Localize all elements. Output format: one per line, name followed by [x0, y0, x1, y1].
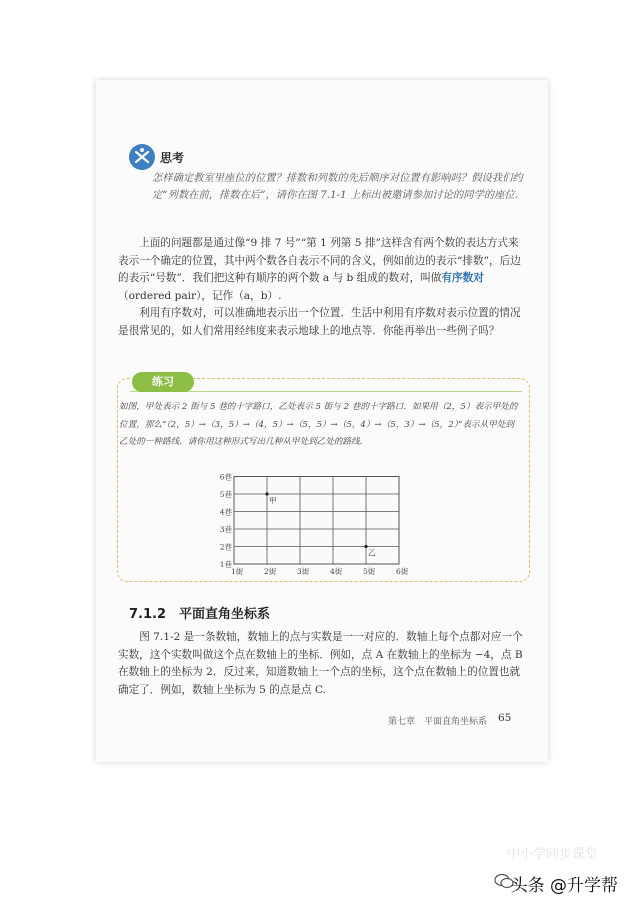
practice-tag: 练习 [132, 372, 194, 392]
street-label: 5街 [363, 567, 376, 576]
street-label: 2街 [264, 567, 277, 576]
practice-question: 如图，甲处表示 2 街与 5 巷的十字路口，乙处表示 5 街与 2 巷的十字路口．如果用（2，5）表示甲处的位置，那么“（2，5）→（3，5）→（4，5）→（5，5）→（5，4）→（5，3）→（5，2）”表示从甲处到乙处的一种路线．请你用这种形式写出几种从甲处到乙处的路线． [119, 402, 518, 447]
page-number: 65 [498, 712, 512, 724]
ordered-pair-term: 有序数对 [441, 272, 484, 285]
paragraph-text-end: （ordered pair），记作（a，b）. [118, 289, 282, 302]
street-label: 4街 [330, 567, 343, 576]
usage-paragraph: 利用有序数对，可以准确地表示出一个位置．生活中利用有序数对表示位置的情况是很常见的，如人们常用经纬度来表示地球上的地点等．你能再举出一些例子吗？ [118, 307, 521, 337]
number-line-paragraph: 图 7.1-2 是一条数轴，数轴上的点与实数是一一对应的．数轴上每个点都对应一个实数，这个实数叫做这个点在数轴上的坐标．例如，点 A 在数轴上的坐标为 −4，点 B 在数轴上的坐标为 2．反过来，知道数轴上一个点的坐标，这个点在数轴上的位置也就确定了．例如，数轴上坐标为 5 的点是点 C. [118, 631, 523, 696]
street-grid-diagram [208, 472, 408, 578]
lane-label: 4巷 [219, 507, 232, 517]
lane-label: 1巷 [219, 560, 232, 569]
chapter-footer: 第七章 平面直角坐标系 [388, 717, 488, 727]
lane-label: 3巷 [219, 525, 232, 534]
lane-label: 2巷 [219, 542, 232, 552]
point-jia-label: 甲 [269, 496, 277, 505]
point-yi-label: 乙 [368, 548, 376, 558]
watermark-text: 头条 @升学帮 [510, 876, 618, 896]
paragraph-text: 上面的问题都是通过像“9 排 7 号”“第 1 列第 5 排”这样含有两个数的表达方式来表示一个确定的位置，其中两个数各自表示不同的含义，例如前边的表示“排数”，后边的表示“号数”．我们把这种有顺序的两个数 a 与 b 组成的数对，叫做 [118, 237, 521, 285]
think-label: 思考 [160, 151, 185, 165]
street-label: 6街 [396, 567, 408, 576]
street-label: 1街 [231, 567, 244, 576]
lane-label: 5巷 [219, 490, 232, 499]
ordered-pair-paragraph [118, 235, 523, 305]
watermark-faint: 中小学同步课堂 [506, 847, 598, 862]
section-title: 7.1.2 平面直角坐标系 [129, 607, 271, 622]
textbook-page [96, 80, 548, 762]
think-question: 怎样确定教室里座位的位置？排数和列数的先后顺序对位置有影响吗？假设我们约定“列数在前，排数在后”，请你在图 7.1-1 上标出被邀请参加讨论的同学的座位． [152, 172, 525, 201]
street-label: 3街 [297, 567, 310, 576]
lane-label: 6巷 [219, 472, 232, 482]
think-icon [129, 144, 155, 170]
practice-divider [130, 391, 522, 392]
